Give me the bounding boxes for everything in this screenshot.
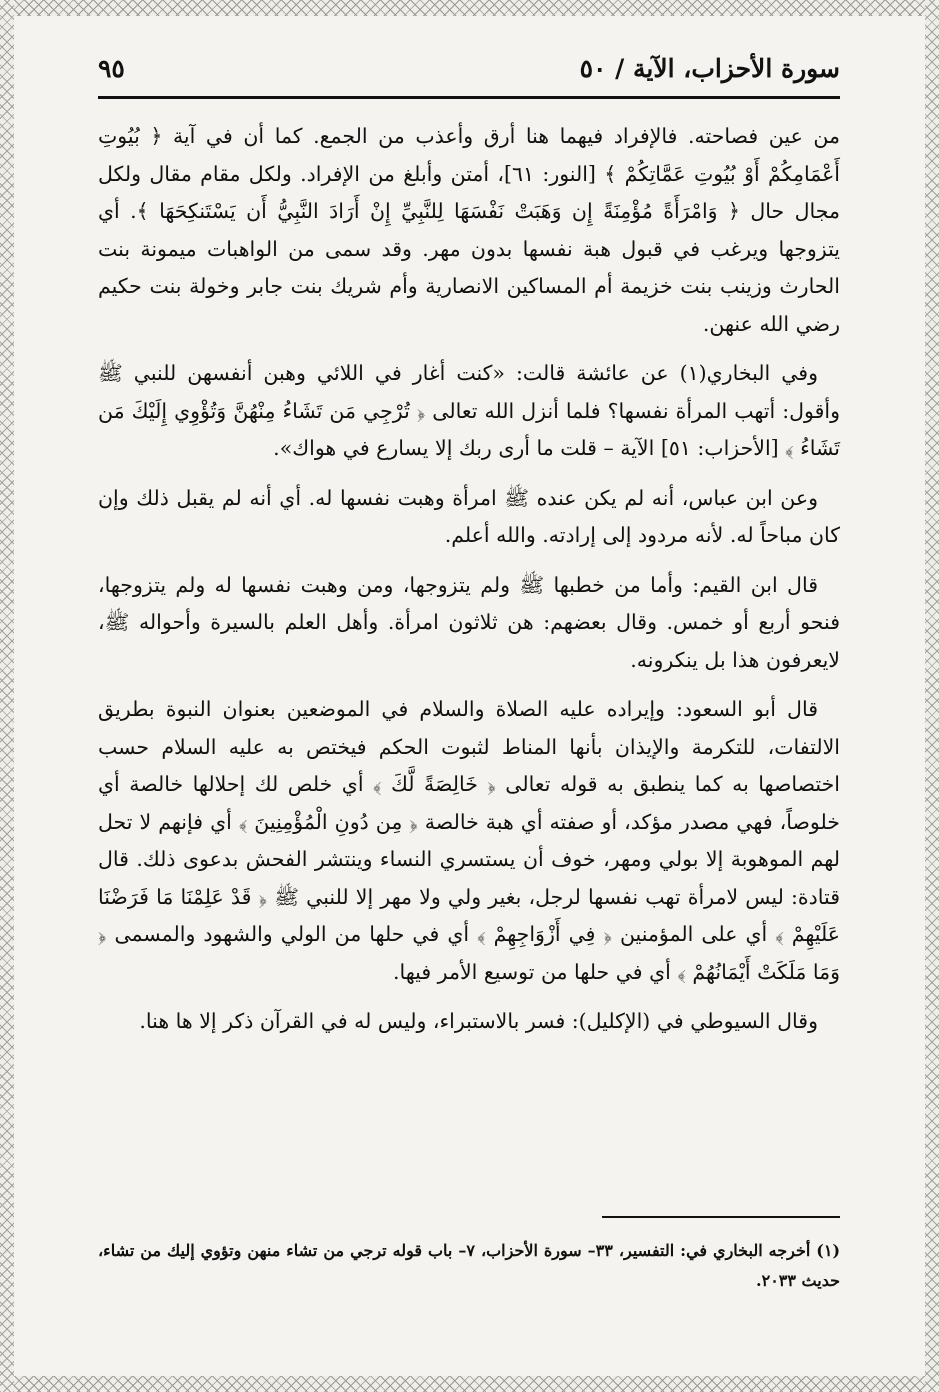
ornamental-border-right	[925, 0, 939, 1392]
page-number: ٩٥	[98, 54, 125, 83]
paragraph: وعن ابن عباس، أنه لم يكن عنده ﷺ امرأة وهبت نفسها له. أي أنه لم يقبل ذلك وإن كان مباحاً له. لأنه مردود إلى إرادته. والله أعلم.	[98, 485, 840, 547]
paragraph: وقال السيوطي في (الإكليل): فسر بالاستبراء، وليس له في القرآن ذكر إلا ها هنا.	[139, 1009, 818, 1033]
paragraph: من عين فصاحته. فالإفراد فيهما هنا أرق وأعذب من الجمع. كما أن في آية ﴿ بُيُوتِ أَعْمَامِكُمْ أَوْ بُيُوتِ عَمَّاتِكُمْ ﴾ [النور: ٦١]، أمتن وأبلغ من الإفراد. ولكل مقام مقال ولكل مجال حال ﴿ وَامْرَأَةً مُؤْمِنَةً إِن وَهَبَتْ نَفْسَهَا لِلنَّبِيِّ إِنْ أَرَادَ النَّبِيُّ أَن يَسْتَنكِحَهَا ﴾. أي يتزوجها ويرغب في قبول هبة نفسها بدون مهر. وقد سمى من الواهبات ميمونة بنت الحارث وزينب بنت خزيمة أم المساكين الانصارية وأم شريك بنت جابر وخولة بنت حكيم رضي الله عنهن.	[98, 124, 841, 336]
paragraph: قال أبو السعود: وإيراده عليه الصلاة والسلام في الموضعين بعنوان النبوة بطريق الالتفات، للتكرمة والإيذان بأنها المناط لثبوت الحكم فيختص به عليه السلام حسب اختصاصها به كما ينطبق به قوله تعالى ﴿ خَالِصَةً لَّكَ ﴾ أي خلص لك إحلالها خالصة أي خلوصاً، فهي مصدر مؤكد، أو صفته أي هبة خالصة ﴿ مِن دُونِ الْمُؤْمِنِينَ ﴾ أي فإنهم لا تحل لهم الموهوبة إلا بولي ومهر، خوف أن يستسري النساء وينتشر الفحش بدعوى ذلك. قال قتادة: ليس لامرأة تهب نفسها لرجل، بغير ولي ولا مهر إلا للنبي ﷺ ﴿ قَدْ عَلِمْنَا مَا فَرَضْنَا عَلَيْهِمْ ﴾ أي على المؤمنين ﴿ فِي أَزْوَاجِهِمْ ﴾ أي في حلها من الولي والشهود والمسمى ﴿ وَمَا مَلَكَتْ أَيْمَانُهُمْ ﴾ أي في حلها من توسيع الأمر فيها.	[98, 697, 840, 984]
ornamental-border-left	[0, 0, 14, 1392]
ornamental-border-top	[0, 0, 939, 16]
footnote-separator	[602, 1216, 840, 1218]
ornamental-border-bottom	[0, 1376, 939, 1392]
paragraph: وفي البخاري(١) عن عائشة قالت: «كنت أغار في اللائي وهبن أنفسهن للنبي ﷺ وأقول: أتهب المرأة نفسها؟ فلما أنزل الله تعالى ﴿ تُرْجِي مَن تَشَاءُ مِنْهُنَّ وَتُؤْوِي إِلَيْكَ مَن تَشَاءُ ﴾ [الأحزاب: ٥١] الآية – قلت ما أرى ربك إلا يسارع في هواك».	[98, 361, 840, 460]
paragraph: قال ابن القيم: وأما من خطبها ﷺ ولم يتزوجها، ومن وهبت نفسها له ولم يتزوجها، فنحو أربع أو خمس. وقال بعضهم: هن ثلاثون امرأة. وأهل العلم بالسيرة وأحواله ﷺ، لايعرفون هذا بل ينكرونه.	[98, 572, 840, 672]
footnote: (١) أخرجه البخاري في: التفسير، ٣٣– سورة الأحزاب، ٧– باب قوله ترجي من تشاء منهن وتؤوي إليك من تشاء، حديث ٢٠٣٣.	[98, 1241, 841, 1290]
page-body	[98, 118, 840, 1053]
page-header	[98, 52, 840, 99]
chapter-title: سورة الأحزاب، الآية / ٥٠	[579, 54, 840, 83]
